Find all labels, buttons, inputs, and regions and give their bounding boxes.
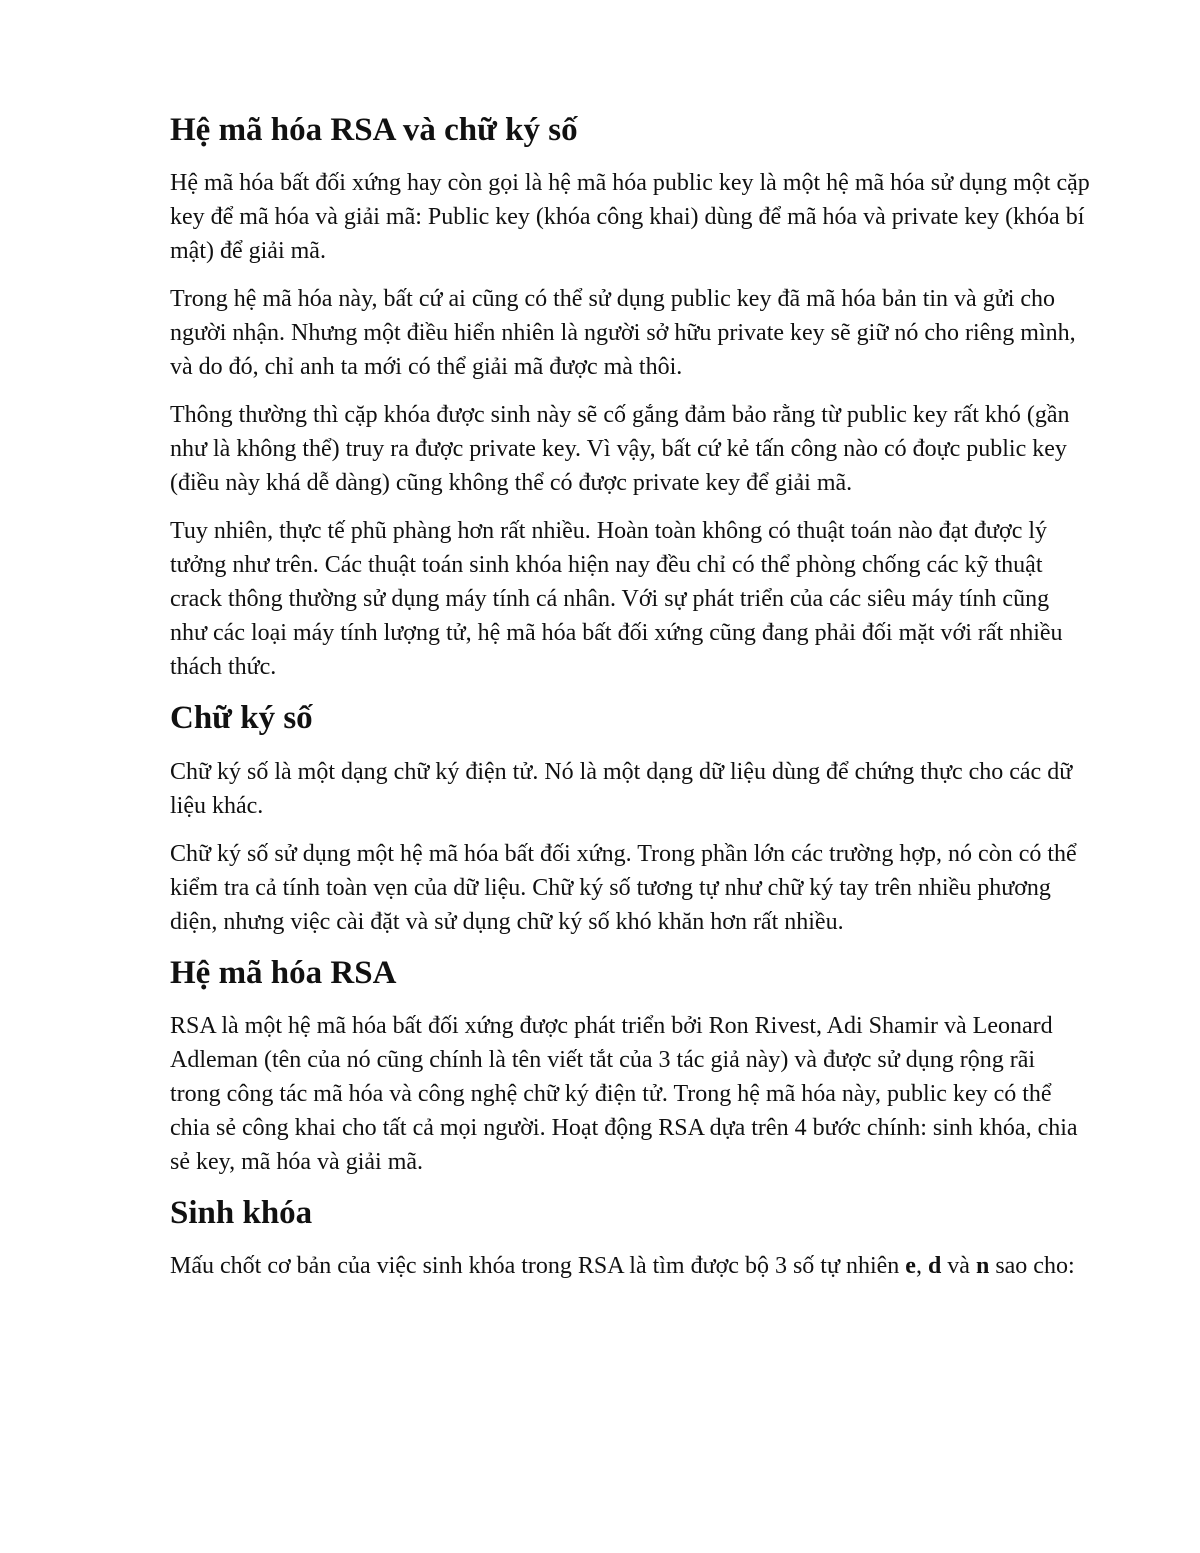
section-heading: Chữ ký số [170,700,313,737]
section-heading: Sinh khóa [170,1194,313,1231]
section-rsa-and-digital-signature [170,110,1090,684]
paragraph: Trong hệ mã hóa này, bất cứ ai cũng có thể sử dụng public key đã mã hóa bản tin và gửi cho người nhận. Nhưng một điều hiển nhiên là người sở hữu private key sẽ giữ nó cho riêng mình, và do đó, chỉ anh ta mới có thể giải mã được mà thôi. [170,286,1076,381]
paragraph: Chữ ký số là một dạng chữ ký điện tử. Nó là một dạng dữ liệu dùng để chứng thực cho các dữ liệu khác. [170,758,1073,819]
paragraph: Hệ mã hóa bất đối xứng hay còn gọi là hệ mã hóa public key là một hệ mã hóa sử dụng một cặp key để mã hóa và giải mã: Public key (khóa công khai) dùng để mã hóa và private key (khóa bí mật) để giải mã. [170,170,1090,265]
section-key-generation [170,1193,1090,1283]
section-rsa [170,953,1090,1179]
paragraph: Thông thường thì cặp khóa được sinh này sẽ cố gắng đảm bảo rằng từ public key rất khó (gần như là không thể) truy ra được private key. Vì vậy, bất cứ kẻ tấn công nào có đoực public key (điều này khá dễ dàng) cũng không thể có được private key để giải mã. [170,402,1070,497]
paragraph-text: Mấu chốt cơ bản của việc sinh khóa trong RSA là tìm được bộ 3 số tự nhiên [170,1253,906,1279]
paragraph: Chữ ký số sử dụng một hệ mã hóa bất đối xứng. Trong phần lớn các trường hợp, nó còn có thể kiểm tra cả tính toàn vẹn của dữ liệu. Chữ ký số tương tự như chữ ký tay trên nhiều phương diện, nhưng việc cài đặt và sử dụng chữ ký số khó khăn hơn rất nhiều. [170,840,1077,935]
paragraph: RSA là một hệ mã hóa bất đối xứng được phát triển bởi Ron Rivest, Adi Shamir và Leonard Adleman (tên của nó cũng chính là tên viết tắt của 3 tác giả này) và được sử dụng rộng rãi trong công tác mã hóa và công nghệ chữ ký điện tử. Trong hệ mã hóa này, public key có thể chia sẻ công khai cho tất cả mọi người. Hoạt động RSA dựa trên 4 bước chính: sinh khóa, chia sẻ key, mã hóa và giải mã. [170,1012,1078,1175]
paragraph-text: sao cho: [989,1253,1075,1279]
key-generation-paragraph [170,1249,1090,1283]
section-heading: Hệ mã hóa RSA và chữ ký số [170,112,578,148]
separator: , [915,1253,928,1279]
section-digital-signature [170,698,1090,938]
variable-d: d [927,1253,942,1279]
section-heading: Hệ mã hóa RSA [170,954,397,991]
variable-e: e [905,1253,916,1279]
variable-n: n [975,1253,990,1279]
document-body [170,110,1090,1297]
paragraph: Tuy nhiên, thực tế phũ phàng hơn rất nhiều. Hoàn toàn không có thuật toán nào đạt được lý tưởng như trên. Các thuật toán sinh khóa hiện nay đều chỉ có thể phòng chống các kỹ thuật crack thông thường sử dụng máy tính cá nhân. Với sự phát triển của các siêu máy tính cũng như các loại máy tính lượng tử, hệ mã hóa bất đối xứng cũng đang phải đối mặt với rất nhiều thách thức. [170,518,1063,681]
separator: và [941,1253,976,1279]
